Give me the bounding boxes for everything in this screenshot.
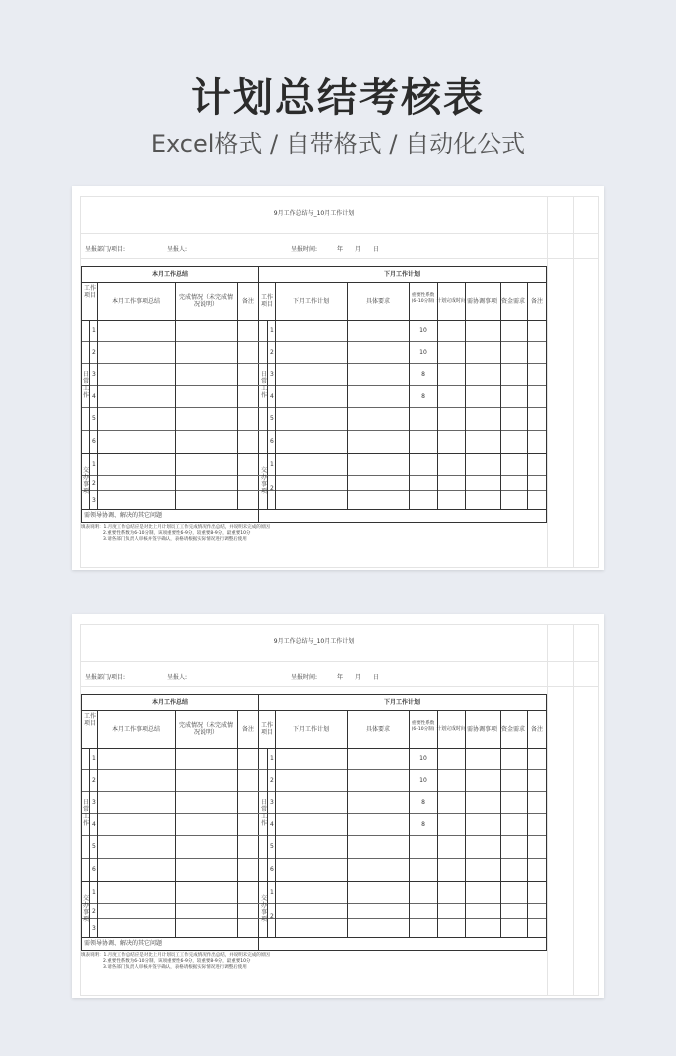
spreadsheet-sheet	[80, 196, 599, 568]
note-line: 填表说明：1.月度工作总结应是对比上月计划员工工作完成情况作出总结，并说明未完成的原因	[81, 525, 270, 530]
left-header-remark: 备注	[241, 726, 255, 733]
left-row-number: 5	[92, 415, 96, 422]
group-daily-right: 日常工作	[261, 799, 268, 827]
page-subtitle: Excel格式 / 自带格式 / 自动化公式	[150, 130, 526, 158]
right-header-remark: 备注	[530, 726, 544, 733]
note-line: 2.重要性系数为6-10分制，该项重要性6-9分，较重要8-9分，最重要10分	[103, 959, 251, 964]
right-header-remark: 备注	[530, 298, 544, 305]
year-label: 年	[337, 246, 344, 253]
left-row-number: 5	[92, 843, 96, 850]
plan-table	[81, 694, 547, 951]
group-daily-right: 日常工作	[261, 371, 268, 399]
right-row-number: 5	[270, 843, 274, 850]
person-label: 呈报人:	[167, 674, 188, 681]
issues-label: 需领导协调、解决的其它问题	[84, 940, 163, 947]
left-row-number: 2	[92, 349, 96, 356]
right-row-number: 2	[270, 349, 274, 356]
weight-value: 8	[421, 393, 425, 400]
left-section-title: 本月工作总结	[151, 271, 189, 278]
right-row-number: 1	[270, 461, 274, 468]
right-row-number: 2	[270, 913, 274, 920]
group-temp-left: 交办事项	[83, 467, 90, 495]
weight-value: 8	[421, 821, 425, 828]
right-header-funding: 资金需求	[500, 298, 526, 305]
left-row-number: 2	[92, 908, 96, 915]
left-header-status: 完成情况（未完成情况说明）	[178, 722, 233, 736]
month-label: 月	[355, 246, 362, 253]
left-section-title: 本月工作总结	[151, 699, 189, 706]
sheet-preview-1	[72, 186, 604, 570]
left-row-number: 4	[92, 821, 96, 828]
weight-value: 8	[421, 371, 425, 378]
weight-value: 10	[419, 755, 427, 762]
left-row-number: 1	[92, 327, 96, 334]
note-line: 3.请各部门负责人审核并签字确认，表格请根据实际情况进行调整后使用	[103, 965, 247, 970]
day-label: 日	[373, 674, 380, 681]
group-temp-right: 交办事项	[261, 895, 268, 923]
year-label: 年	[337, 674, 344, 681]
left-row-number: 4	[92, 393, 96, 400]
right-header-coordination: 需协调事项	[466, 298, 498, 305]
right-header-project: 工作项目	[260, 294, 273, 308]
right-row-number: 3	[270, 371, 274, 378]
left-row-number: 2	[92, 480, 96, 487]
left-header-project: 工作项目	[83, 285, 96, 299]
note-line: 3.请各部门负责人审核并签字确认，表格请根据实际情况进行调整后使用	[103, 537, 247, 542]
right-row-number: 3	[270, 799, 274, 806]
group-daily-left: 日常工作	[83, 371, 90, 399]
right-row-number: 1	[270, 889, 274, 896]
right-row-number: 6	[270, 866, 274, 873]
weight-value: 8	[421, 799, 425, 806]
time-label: 呈报时间:	[291, 674, 318, 681]
right-row-number: 6	[270, 438, 274, 445]
right-header-plan: 下月工作计划	[292, 726, 330, 733]
right-row-number: 4	[270, 393, 274, 400]
right-header-weight: 重要性系数(6-10分制)	[411, 721, 435, 732]
left-row-number: 6	[92, 866, 96, 873]
right-row-number: 5	[270, 415, 274, 422]
left-header-status: 完成情况（未完成情况说明）	[178, 294, 233, 308]
spreadsheet-sheet	[80, 624, 599, 996]
person-label: 呈报人:	[167, 246, 188, 253]
weight-value: 10	[419, 349, 427, 356]
left-row-number: 6	[92, 438, 96, 445]
note-line: 2.重要性系数为6-10分制，该项重要性6-9分，较重要8-9分，最重要10分	[103, 531, 251, 536]
right-header-deadline: 计划完成时间	[435, 298, 467, 304]
left-row-number: 3	[92, 799, 96, 806]
right-header-weight: 重要性系数(6-10分制)	[411, 293, 435, 304]
left-row-number: 1	[92, 461, 96, 468]
month-label: 月	[355, 674, 362, 681]
left-header-summary: 本月工作事项总结	[111, 298, 161, 305]
right-section-title: 下月工作计划	[383, 699, 421, 706]
group-temp-left: 交办事项	[83, 895, 90, 923]
left-row-number: 3	[92, 371, 96, 378]
plan-table	[81, 266, 547, 523]
left-row-number: 3	[92, 925, 96, 932]
sheet-title: 9月工作总结与_10月工作计划	[273, 210, 355, 217]
fill-instructions	[81, 953, 547, 971]
right-row-number: 2	[270, 485, 274, 492]
left-header-summary: 本月工作事项总结	[111, 726, 161, 733]
fill-instructions	[81, 525, 547, 543]
left-header-remark: 备注	[241, 298, 255, 305]
left-row-number: 3	[92, 497, 96, 504]
right-header-project: 工作项目	[260, 722, 273, 736]
left-row-number: 2	[92, 777, 96, 784]
sheet-preview-2	[72, 614, 604, 998]
right-header-coordination: 需协调事项	[466, 726, 498, 733]
time-label: 呈报时间:	[291, 246, 318, 253]
issues-label: 需领导协调、解决的其它问题	[84, 512, 163, 519]
right-row-number: 2	[270, 777, 274, 784]
sheet-title: 9月工作总结与_10月工作计划	[273, 638, 355, 645]
right-row-number: 4	[270, 821, 274, 828]
right-header-deadline: 计划完成时间	[435, 726, 467, 732]
weight-value: 10	[419, 327, 427, 334]
page-title: 计划总结考核表	[191, 75, 485, 121]
left-header-project: 工作项目	[83, 713, 96, 727]
right-row-number: 1	[270, 327, 274, 334]
day-label: 日	[373, 246, 380, 253]
left-row-number: 1	[92, 755, 96, 762]
weight-value: 10	[419, 777, 427, 784]
right-header-requirement: 具体要求	[365, 298, 391, 305]
dept-label: 呈报部门/项目:	[85, 246, 126, 253]
right-header-plan: 下月工作计划	[292, 298, 330, 305]
group-daily-left: 日常工作	[83, 799, 90, 827]
right-row-number: 1	[270, 755, 274, 762]
right-header-funding: 资金需求	[500, 726, 526, 733]
dept-label: 呈报部门/项目:	[85, 674, 126, 681]
right-header-requirement: 具体要求	[365, 726, 391, 733]
group-temp-right: 交办事项	[261, 467, 268, 495]
note-line: 填表说明：1.月度工作总结应是对比上月计划员工工作完成情况作出总结，并说明未完成的原因	[81, 953, 270, 958]
right-section-title: 下月工作计划	[383, 271, 421, 278]
left-row-number: 1	[92, 889, 96, 896]
